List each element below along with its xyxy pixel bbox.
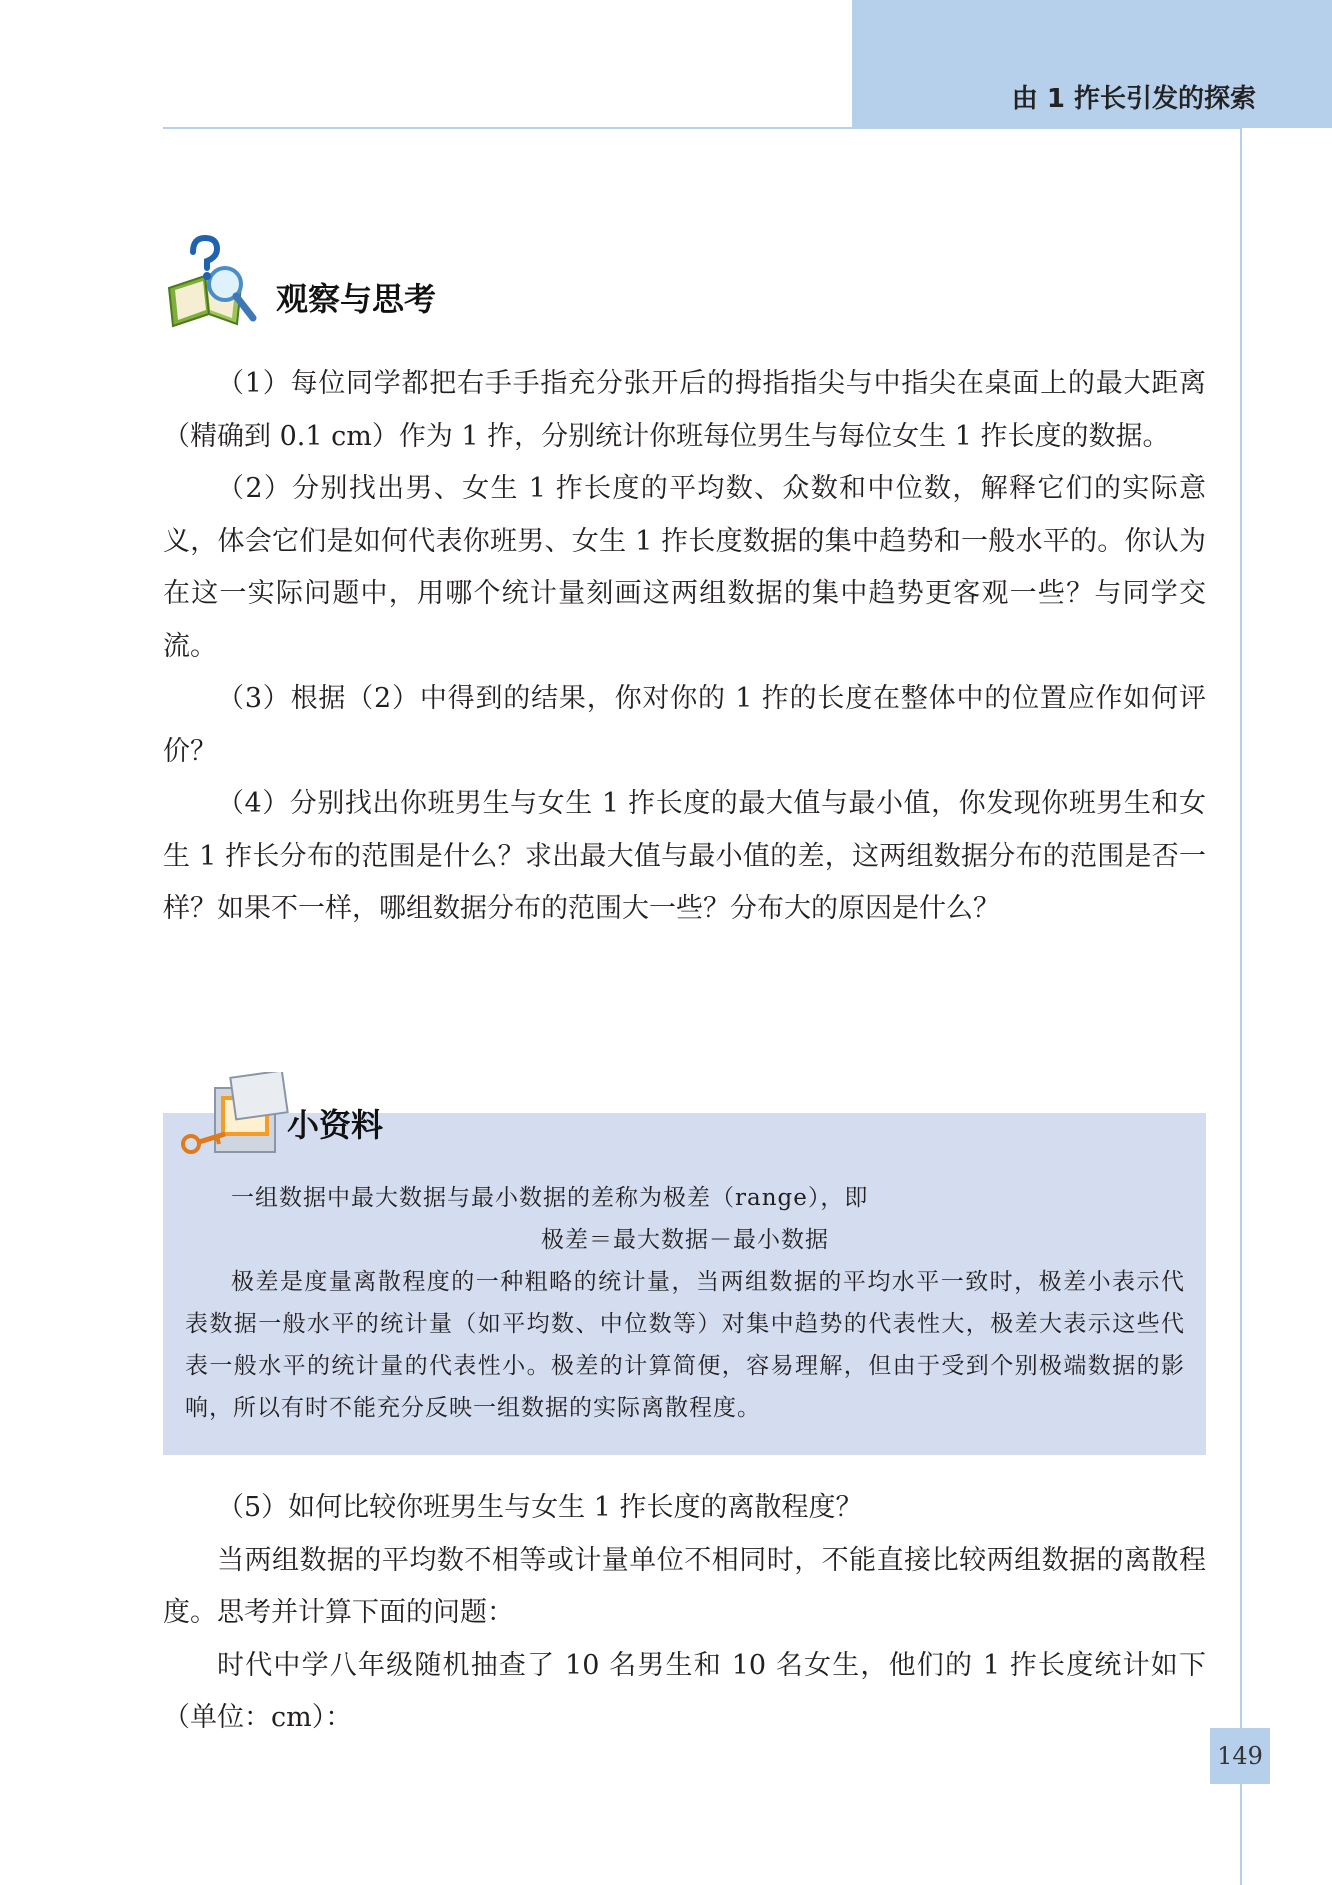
question-3: （3）根据（2）中得到的结果，你对你的 1 拃的长度在整体中的位置应作如何评价？ — [163, 683, 1206, 767]
problem-statement: 时代中学八年级随机抽查了 10 名男生和 10 名女生，他们的 1 拃长度统计如下（单位：cm）： — [163, 1649, 1206, 1733]
info-explanation: 极差是度量离散程度的一种粗略的统计量，当两组数据的平均水平一致时，极差小表示代表数据一般水平的统计量（如平均数、中位数等）对集中趋势的代表性大，极差大表示这些代表一般水平的统计量的代表性小。极差的计算简便，容易理解，但由于受到个别极端数据的影响，所以有时不能充分反映一组数据的实际离散程度。 — [185, 1269, 1185, 1421]
computer-key-icon — [179, 1072, 289, 1162]
continuation-paragraph: 当两组数据的平均数不相等或计量单位不相同时，不能直接比较两组数据的离散程度。思考并计算下面的问题： — [163, 1544, 1206, 1628]
section-heading — [163, 232, 463, 332]
info-heading — [163, 1072, 463, 1162]
question-4: （4）分别找出你班男生与女生 1 拃长度的最大值与最小值，你发现你班男生和女生 1 拃长分布的范围是什么？求出最大值与最小值的差，这两组数据分布的范围是否一样？如果不一样，哪组数据分布的范围大一些？分布大的原因是什么？ — [163, 788, 1206, 924]
info-title: 小资料 — [287, 1106, 384, 1144]
info-formula: 极差＝最大数据－最小数据 — [541, 1227, 829, 1253]
question-1: （1）每位同学都把右手手指充分张开后的拇指指尖与中指尖在桌面上的最大距离（精确到 0.1 cm）作为 1 拃，分别统计你班每位男生与每位女生 1 拃长度的数据。 — [163, 368, 1206, 452]
info-text — [185, 1177, 1185, 1429]
continuation-body — [163, 1482, 1206, 1745]
info-intro: 一组数据中最大数据与最小数据的差称为极差（range），即 — [231, 1185, 869, 1211]
question-2: （2）分别找出男、女生 1 拃长度的平均数、众数和中位数，解释它们的实际意义，体会它们是如何代表你班男、女生 1 拃长度数据的集中趋势和一般水平的。你认为在这一实际问题中，用哪个统计量刻画这两组数据的集中趋势更客观一些？与同学交流。 — [163, 473, 1206, 662]
page-number: 149 — [1210, 1728, 1270, 1784]
magnifier-book-question-icon — [163, 232, 263, 332]
side-rule — [1240, 128, 1242, 1885]
running-header-title: 由 1 拃长引发的探索 — [1011, 84, 1256, 114]
header-rule — [163, 127, 1242, 129]
section-body — [163, 358, 1206, 936]
question-5: （5）如何比较你班男生与女生 1 拃长度的离散程度？ — [217, 1492, 863, 1523]
section-title: 观察与思考 — [276, 280, 437, 318]
